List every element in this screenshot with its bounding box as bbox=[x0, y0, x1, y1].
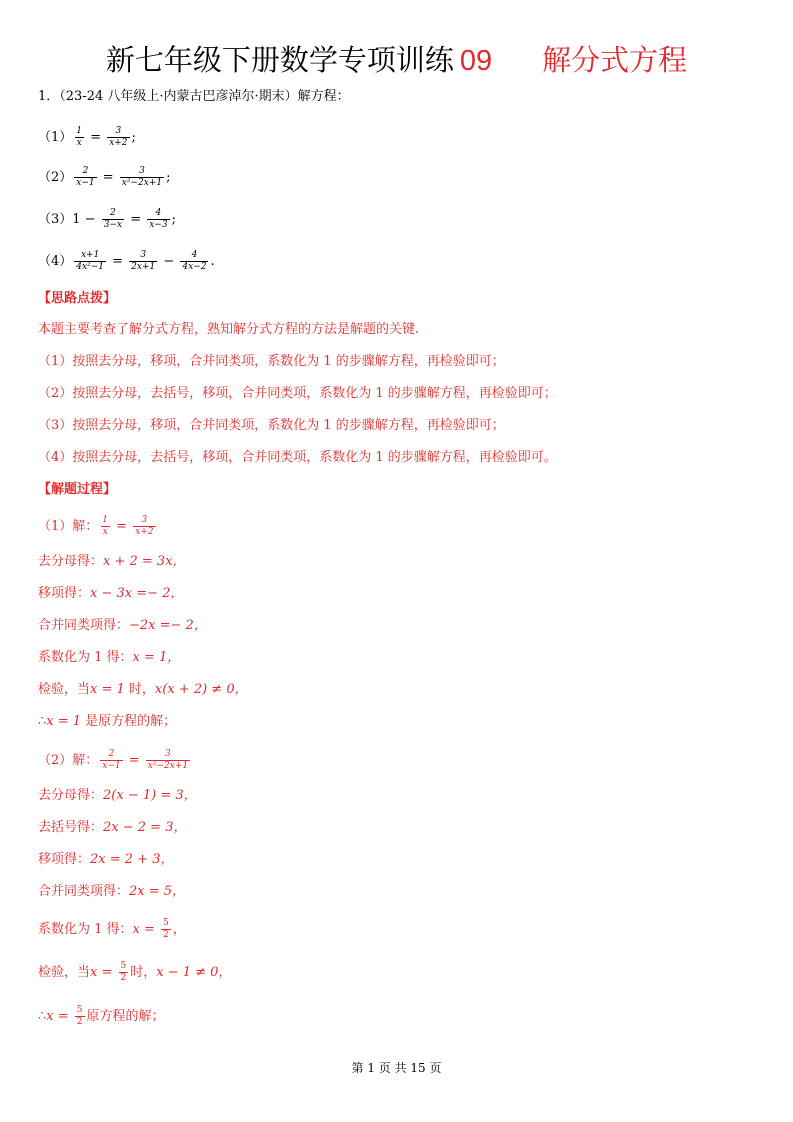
hint-step-1: （1）按照去分母，移项，合并同类项，系数化为 1 的步骤解方程，再检验即可； bbox=[38, 354, 505, 369]
fraction: $\frac{3}{2x+1}$ bbox=[131, 250, 156, 272]
fraction: $\frac{2}{x-1}$ bbox=[102, 749, 121, 771]
fraction: $\frac{3}{x+2}$ bbox=[135, 515, 154, 537]
part2-conclusion: ∴x = $\frac{5}{2}$ 原方程的解； bbox=[38, 1005, 165, 1027]
hint-step-2: （2）按照去分母，去括号，移项，合并同类项，系数化为 1 的步骤解方程，再检验即可； bbox=[38, 386, 557, 401]
fraction: $\frac{3}{\text{x²−2x+1}}$ bbox=[121, 166, 163, 188]
part1-check: 检验，当x = 1 时，x(x + 2) ≠ 0， bbox=[38, 682, 248, 697]
item-label: （4） bbox=[38, 254, 73, 269]
part2-step-4: 合并同类项得：2x = 5， bbox=[38, 884, 186, 899]
part1-step-1: 去分母得：x + 2 = 3x， bbox=[38, 554, 186, 569]
question-item-2: （2） $\frac{2}{x-1}$ = $\frac{3}{\text{x²−2x+1}}$ ; bbox=[38, 166, 171, 188]
question-prefix: 1．（23-24 八年级上·内蒙古巴彦淖尔·期末）解方程： bbox=[38, 89, 350, 104]
part2-step-2: 去括号得：2x − 2 = 3， bbox=[38, 820, 187, 835]
item-label: （3） bbox=[38, 212, 73, 227]
part1-step-3: 合并同类项得：−2x =− 2， bbox=[38, 618, 207, 633]
part1-equation: （1）解： $\frac{1}{x}$ = $\frac{3}{x+2}$ bbox=[38, 515, 154, 537]
fraction: $\frac{1}{x}$ bbox=[102, 515, 109, 537]
fraction: $\frac{5}{2}$ bbox=[163, 918, 169, 940]
fraction: $\frac{1}{x}$ bbox=[76, 126, 83, 148]
part2-step-1: 去分母得：2(x − 1) = 3， bbox=[38, 788, 197, 803]
solution-heading: 【解题过程】 bbox=[38, 482, 117, 497]
hint-step-3: （3）按照去分母，移项，合并同类项，系数化为 1 的步骤解方程，再检验即可； bbox=[38, 418, 505, 433]
question-item-1: （1） $\frac{1}{x}$ = $\frac{3}{x+2}$ ; bbox=[38, 126, 136, 148]
fraction: $\frac{2}{3-x}$ bbox=[103, 208, 123, 230]
item-label: （2） bbox=[38, 170, 73, 185]
fraction: $\frac{3}{x+2}$ bbox=[109, 126, 128, 148]
title-main: 新七年级下册数学专项训练 bbox=[105, 43, 454, 77]
question-item-4: （4） $\frac{x+1}{\text{4x²−1}}$ = $\frac{3}{2x+1}$ − $\frac{4}{4x-2}$ . bbox=[38, 250, 215, 272]
fraction: $\frac{2}{x-1}$ bbox=[76, 166, 95, 188]
hint-heading: 【思路点拨】 bbox=[38, 291, 117, 306]
fraction: $\frac{x+1}{\text{4x²−1}}$ bbox=[76, 250, 104, 272]
fraction: $\frac{5}{2}$ bbox=[120, 961, 127, 983]
part2-step-3: 移项得：2x = 2 + 3， bbox=[38, 852, 174, 867]
hint-step-4: （4）按照去分母，去括号，移项，合并同类项，系数化为 1 的步骤解方程，再检验即可。 bbox=[38, 450, 557, 465]
page-title bbox=[0, 40, 793, 81]
page-footer: 第 1 页 共 15 页 bbox=[351, 1061, 442, 1075]
part2-equation: （2）解： $\frac{2}{x-1}$ = $\frac{3}{\text{x²−2x+1}}$ bbox=[38, 749, 189, 771]
part1-step-4: 系数化为 1 得：x = 1， bbox=[38, 650, 181, 665]
part1-step-2: 移项得：x − 3x =− 2， bbox=[38, 586, 184, 601]
question-item-3: （3）1 − $\frac{2}{3-x}$ = $\frac{4}{x-3}$ ; bbox=[38, 208, 176, 230]
fraction: $\frac{5}{2}$ bbox=[76, 1005, 83, 1027]
part1-conclusion: ∴x = 1 是原方程的解； bbox=[38, 714, 177, 729]
hint-intro: 本题主要考查了解分式方程，熟知解分式方程的方法是解题的关键. bbox=[38, 322, 420, 337]
title-number: 09 bbox=[459, 45, 493, 77]
part2-step-5: 系数化为 1 得：x = $\frac{5}{2}$ ， bbox=[38, 918, 186, 940]
fraction: $\frac{4}{4x-2}$ bbox=[182, 250, 207, 272]
part2-check: 检验，当x = $\frac{5}{2}$ 时，x − 1 ≠ 0， bbox=[38, 961, 232, 983]
fraction: $\frac{3}{\text{x²−2x+1}}$ bbox=[147, 749, 189, 771]
item-label: （1） bbox=[38, 130, 73, 145]
title-topic: 解分式方程 bbox=[542, 43, 688, 77]
fraction: $\frac{4}{x-3}$ bbox=[149, 208, 168, 230]
